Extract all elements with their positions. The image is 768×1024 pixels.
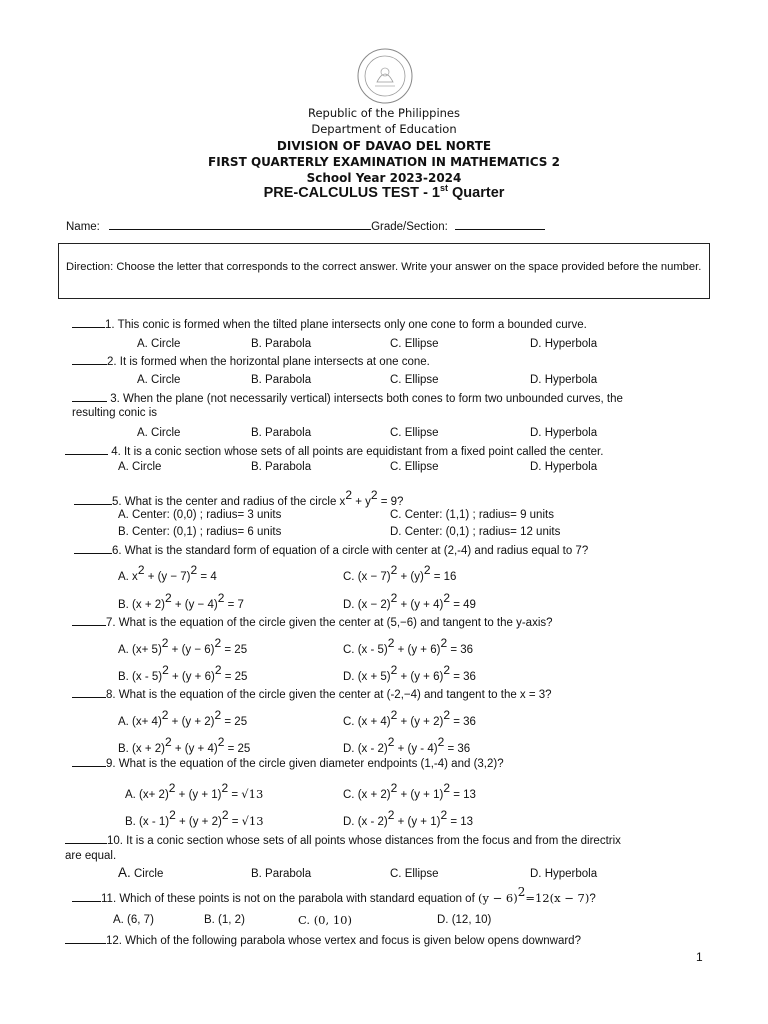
test-title-text: PRE-CALCULUS TEST - 1: [263, 185, 440, 201]
q9-option-d: D. (x - 2)2 + (y + 1)2 = 13: [343, 808, 474, 828]
question-5-text-end: = 9?: [377, 496, 404, 508]
question-1: [72, 318, 587, 332]
q7-option-b: B. (x - 5)2 + (y + 6)2 = 25: [118, 663, 248, 683]
question-2: [72, 355, 430, 369]
question-7: [72, 616, 553, 630]
question-1-text: 1. This conic is formed when the tilted plane intersects only one cone to form a bounded curve.: [105, 319, 587, 331]
question-11-text: 11. Which of these points is not on the parabola with standard equation of: [101, 893, 478, 905]
q11-equation: (y − 6)2=12(x − 7): [477, 885, 590, 905]
question-12-text: 12. Which of the following parabola whose vertex and focus is given below opens downward?: [106, 935, 581, 947]
question-6: [74, 544, 588, 558]
question-3: [72, 392, 623, 406]
q4-option-d: D. Hyperbola: [530, 461, 598, 473]
answer-blank-5[interactable]: [74, 495, 112, 505]
grade-section-label: Grade/Section:: [371, 221, 448, 233]
name-grade-line: [66, 220, 545, 233]
q8-option-d: D. (x - 2)2 + (y - 4)2 = 36: [343, 735, 471, 755]
q10-option-a-text: Circle: [130, 868, 164, 880]
q10-option-d: D. Hyperbola: [530, 868, 598, 880]
q5-option-d: D. Center: (0,1) ; radius= 12 units: [390, 526, 561, 538]
q5-option-a: A. Center: (0,0) ; radius= 3 units: [118, 509, 282, 521]
q7-option-a: A. (x+ 5)2 + (y − 6)2 = 25: [118, 636, 248, 656]
answer-blank-11[interactable]: [72, 892, 101, 902]
q11-option-c: C. (0, 10): [298, 913, 352, 927]
header-exam-title: FIRST QUARTERLY EXAMINATION IN MATHEMATICS 2: [208, 155, 560, 169]
q7-option-c: C. (x - 5)2 + (y + 6)2 = 36: [343, 636, 474, 656]
q5-option-b: B. Center: (0,1) ; radius= 6 units: [118, 526, 282, 538]
question-12: [65, 934, 581, 948]
q8-option-b: B. (x + 2)2 + (y + 4)2 = 25: [118, 735, 251, 755]
deped-seal-icon: [357, 48, 413, 104]
q10-option-c: C. Ellipse: [390, 868, 439, 880]
header-school-year: School Year 2023-2024: [306, 171, 462, 185]
header-republic: Republic of the Philippines: [307, 106, 461, 120]
grade-section-field[interactable]: [455, 220, 545, 230]
q11-option-b: B. (1, 2): [204, 914, 245, 926]
q11-option-d: D. (12, 10): [437, 914, 492, 926]
direction-box: [58, 243, 710, 299]
question-4: [65, 445, 603, 459]
header-test-title: [0, 185, 768, 201]
q1-option-c: C. Ellipse: [390, 338, 439, 350]
q3-option-b: B. Parabola: [251, 427, 312, 439]
question-4-text: 4. It is a conic section whose sets of all points are equidistant from a fixed point called the center.: [111, 446, 604, 458]
q10-option-a-letter: A.: [118, 865, 131, 880]
answer-blank-7[interactable]: [72, 616, 106, 626]
answer-blank-8[interactable]: [72, 688, 106, 698]
q1-option-d: D. Hyperbola: [530, 338, 598, 350]
question-2-text: 2. It is formed when the horizontal plane intersects at one cone.: [107, 356, 430, 368]
q9-option-b: B. (x - 1)2 + (y + 2)2 = √13: [125, 808, 264, 828]
question-5-text: 5. What is the center and radius of the circle x: [112, 496, 346, 508]
question-8: [72, 688, 552, 702]
question-7-text: 7. What is the equation of the circle given the center at (5,−6) and tangent to the y-axis?: [106, 617, 553, 629]
test-title-end: Quarter: [448, 185, 505, 201]
q2-option-a: A. Circle: [137, 374, 181, 386]
q5-option-c: C. Center: (1,1) ; radius= 9 units: [390, 509, 554, 521]
question-9-text: 9. What is the equation of the circle given diameter endpoints (1,-4) and (3,2)?: [106, 758, 504, 770]
q4-option-b: B. Parabola: [251, 461, 312, 473]
q1-option-a: A. Circle: [137, 338, 181, 350]
question-10: [65, 834, 621, 848]
answer-blank-12[interactable]: [65, 934, 106, 944]
q10-option-a: [118, 866, 163, 881]
q6-option-d: D. (x − 2)2 + (y + 4)2 = 49: [343, 591, 476, 611]
q3-option-a: A. Circle: [137, 427, 181, 439]
question-3-text: 3. When the plane (not necessarily vertical) intersects both cones to form two unbounded curves, the: [110, 393, 623, 405]
answer-blank-3[interactable]: [72, 392, 107, 402]
answer-blank-9[interactable]: [72, 757, 106, 767]
q3-option-c: C. Ellipse: [390, 427, 439, 439]
q3-option-d: D. Hyperbola: [530, 427, 598, 439]
header-division: DIVISION OF DAVAO DEL NORTE: [276, 139, 492, 153]
question-8-text: 8. What is the equation of the circle given the center at (-2,−4) and tangent to the x = 3?: [106, 689, 552, 701]
q11-option-a: A. (6, 7): [113, 914, 154, 926]
question-10-text: 10. It is a conic section whose sets of all points whose distances from the focus and from the directrix: [107, 835, 621, 847]
question-6-text: 6. What is the standard form of equation of a circle with center at (2,-4) and radius equal to 7?: [112, 545, 589, 557]
question-5: 5. What is the center and radius of the circle x2 + y2 = 9?: [74, 489, 403, 509]
question-11: 11. Which of these points is not on the parabola with standard equation of (y − 6)2=12(x − 7)?: [72, 886, 596, 906]
q8-option-c: C. (x + 4)2 + (y + 2)2 = 36: [343, 708, 476, 728]
answer-blank-10[interactable]: [65, 834, 107, 844]
test-title-sup: st: [439, 183, 448, 194]
q9-option-c: C. (x + 2)2 + (y + 1)2 = 13: [343, 781, 476, 801]
name-field[interactable]: [109, 220, 371, 230]
header-department: Department of Education: [311, 122, 457, 136]
question-5-text-mid: + y: [352, 496, 371, 508]
q6-option-a: A. x2 + (y − 7)2 = 4: [118, 563, 217, 583]
name-label: Name:: [66, 221, 100, 233]
page-number: 1: [696, 950, 703, 964]
answer-blank-2[interactable]: [72, 355, 107, 365]
q4-option-c: C. Ellipse: [390, 461, 439, 473]
q7-option-d: D. (x + 5)2 + (y + 6)2 = 36: [343, 663, 476, 683]
question-9: [72, 757, 504, 771]
q6-option-b: B. (x + 2)2 + (y − 4)2 = 7: [118, 591, 244, 611]
q2-option-c: C. Ellipse: [390, 374, 439, 386]
q1-option-b: B. Parabola: [251, 338, 312, 350]
q8-option-a: A. (x+ 4)2 + (y + 2)2 = 25: [118, 708, 248, 728]
q6-option-c: C. (x − 7)2 + (y)2 = 16: [343, 563, 457, 583]
q10-option-b: B. Parabola: [251, 868, 312, 880]
answer-blank-1[interactable]: [72, 318, 105, 328]
question-3-text-cont: resulting conic is: [72, 407, 158, 419]
q2-option-b: B. Parabola: [251, 374, 312, 386]
q4-option-a: A. Circle: [118, 461, 162, 473]
question-10-text-cont: are equal.: [65, 850, 117, 862]
q9-option-a: A. (x+ 2)2 + (y + 1)2 = √13: [125, 781, 264, 801]
answer-blank-4[interactable]: [65, 445, 108, 455]
direction-text: Direction: Choose the letter that corresponds to the correct answer. Write your answer on the space provided before the number.: [66, 261, 702, 273]
q2-option-d: D. Hyperbola: [530, 374, 598, 386]
answer-blank-6[interactable]: [74, 544, 112, 554]
